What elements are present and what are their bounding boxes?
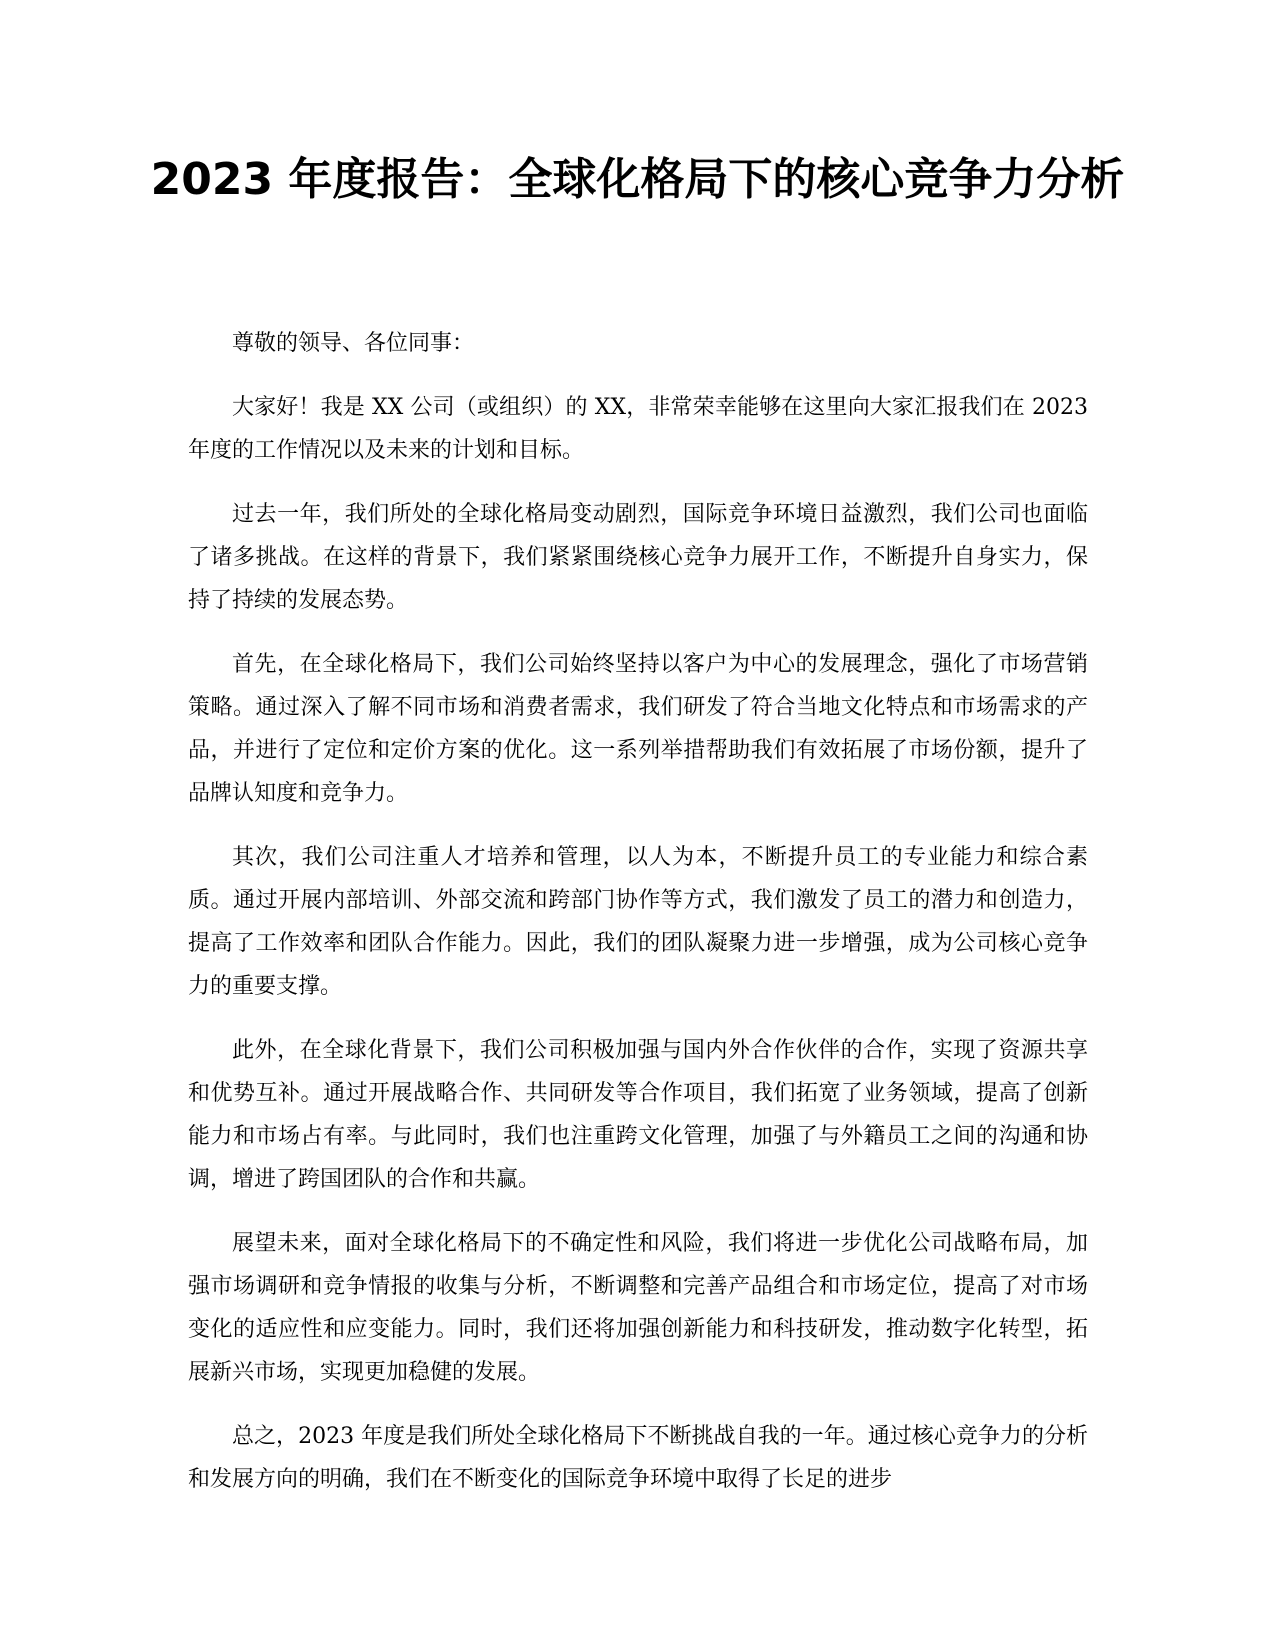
salutation-paragraph: 尊敬的领导、各位同事：: [232, 331, 475, 356]
body-paragraph: 总之，2023 年度是我们所处全球化格局下不断挑战自我的一年。通过核心竞争力的分析和发展方向的明确，我们在不断变化的国际竞争环境中取得了长足的进步: [188, 1424, 1088, 1492]
body-paragraph: 大家好！我是 XX 公司（或组织）的 XX，非常荣幸能够在这里向大家汇报我们在 2023 年度的工作情况以及未来的计划和目标。: [188, 395, 1088, 463]
document-title: 2023 年度报告：全球化格局下的核心竞争力分析: [150, 154, 1125, 205]
body-paragraph: 过去一年，我们所处的全球化格局变动剧烈，国际竞争环境日益激烈，我们公司也面临了诸多挑战。在这样的背景下，我们紧紧围绕核心竞争力展开工作，不断提升自身实力，保持了持续的发展态势。: [188, 502, 1088, 613]
body-paragraph: 首先，在全球化格局下，我们公司始终坚持以客户为中心的发展理念，强化了市场营销策略。通过深入了解不同市场和消费者需求，我们研发了符合当地文化特点和市场需求的产品，并进行了定位和定价方案的优化。这一系列举措帮助我们有效拓展了市场份额，提升了品牌认知度和竞争力。: [188, 652, 1088, 806]
body-paragraph: 此外，在全球化背景下，我们公司积极加强与国内外合作伙伴的合作，实现了资源共享和优势互补。通过开展战略合作、共同研发等合作项目，我们拓宽了业务领域，提高了创新能力和市场占有率。与此同时，我们也注重跨文化管理，加强了与外籍员工之间的沟通和协调，增进了跨国团队的合作和共赢。: [188, 1038, 1088, 1192]
document-body: [188, 322, 1088, 1522]
body-paragraph: 展望未来，面对全球化格局下的不确定性和风险，我们将进一步优化公司战略布局，加强市场调研和竞争情报的收集与分析，不断调整和完善产品组合和市场定位，提高了对市场变化的适应性和应变能力。同时，我们还将加强创新能力和科技研发，推动数字化转型，拓展新兴市场，实现更加稳健的发展。: [188, 1231, 1088, 1385]
body-paragraph: 其次，我们公司注重人才培养和管理，以人为本，不断提升员工的专业能力和综合素质。通过开展内部培训、外部交流和跨部门协作等方式，我们激发了员工的潜力和创造力，提高了工作效率和团队合作能力。因此，我们的团队凝聚力进一步增强，成为公司核心竞争力的重要支撑。: [188, 845, 1088, 999]
